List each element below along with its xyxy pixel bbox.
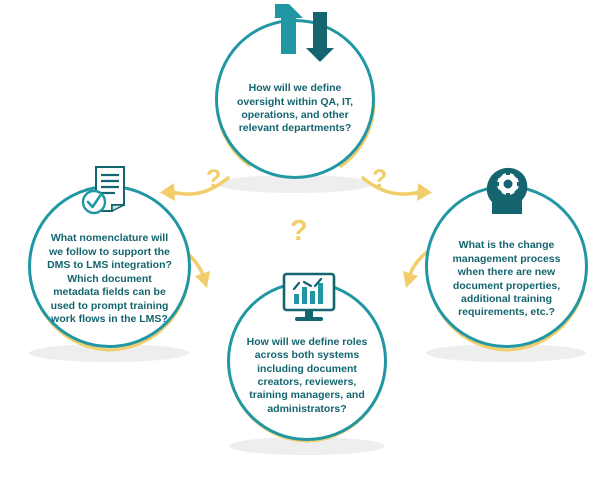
head-gear-icon — [482, 162, 534, 223]
monitor-chart-icon — [281, 271, 337, 330]
node-nomenclature-text: What nomenclature will we follow to support the DMS to LMS integration? Which document metadata fields can be used to prompt training work flows in the LMS? — [47, 232, 172, 326]
question-mark-left: ? — [206, 165, 222, 193]
node-oversight-text: How will we define oversight within QA, IT, operations, and other relevant departments? — [236, 82, 354, 135]
up-down-arrows-icon — [274, 0, 336, 71]
document-check-icon — [78, 165, 132, 224]
node-roles-text: How will we define roles across both systems including document creators, reviewers, training managers, and administrators? — [246, 335, 368, 415]
node-change-management-text: What is the change management process when there are new document properties, additional training requirements, etc.? — [452, 239, 561, 319]
question-mark-center: ? — [290, 215, 308, 247]
question-mark-right: ? — [372, 165, 388, 193]
